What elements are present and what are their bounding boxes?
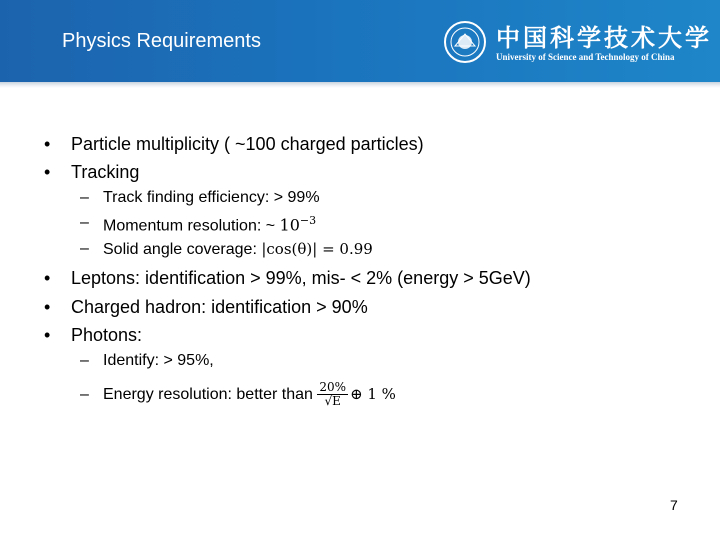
energy-fraction <box>317 381 348 408</box>
bullet-marker: • <box>44 134 51 154</box>
sub-bullet-marker: – <box>80 214 89 231</box>
bullet-leptons: Leptons: identification > 99%, mis- < 2% (energy > 5GeV) <box>71 268 531 288</box>
bullet-marker: • <box>44 325 51 345</box>
bullet-charged-hadron: Charged hadron: identification > 90% <box>71 297 368 317</box>
logo-english-name: University of Science and Technology of China <box>496 52 675 62</box>
energy-fraction-numerator: 20% <box>319 380 347 395</box>
sub-bullet-marker: – <box>80 240 89 257</box>
bullet-marker: • <box>44 162 51 182</box>
sub-bullet-solid-angle <box>103 240 373 259</box>
bullet-photons: Photons: <box>71 325 143 345</box>
energy-tail: ⊕ 1 % <box>350 385 396 403</box>
energy-fraction-denominator: √E <box>324 394 341 409</box>
sub-bullet-marker: – <box>80 352 89 369</box>
solid-angle-label: Solid angle coverage: <box>103 241 262 258</box>
slide-title: Physics Requirements <box>62 30 261 52</box>
momentum-exponent: −3 <box>299 214 317 227</box>
sub-bullet-energy-resolution <box>103 377 396 412</box>
bullet-multiplicity: Particle multiplicity ( ~100 charged particles) <box>71 134 424 154</box>
solid-angle-expression: |cos(θ)| = 0.99 <box>261 240 373 258</box>
logo-chinese-name: 中国科学技术大学 <box>496 23 712 52</box>
bullet-marker: • <box>44 268 51 288</box>
sub-bullet-momentum <box>103 214 316 235</box>
bullet-marker: • <box>44 297 51 317</box>
sub-bullet-marker: – <box>80 189 89 206</box>
sub-bullet-marker: – <box>80 386 89 403</box>
sub-bullet-identify: Identify: > 95%, <box>103 352 214 369</box>
momentum-base: 10 <box>279 215 300 235</box>
bullet-tracking: Tracking <box>71 162 140 182</box>
page-number: 7 <box>670 497 678 513</box>
momentum-label: Momentum resolution: ~ <box>103 217 280 235</box>
sub-bullet-track-efficiency: Track finding efficiency: > 99% <box>103 189 320 206</box>
energy-label: Energy resolution: better than <box>103 386 318 403</box>
